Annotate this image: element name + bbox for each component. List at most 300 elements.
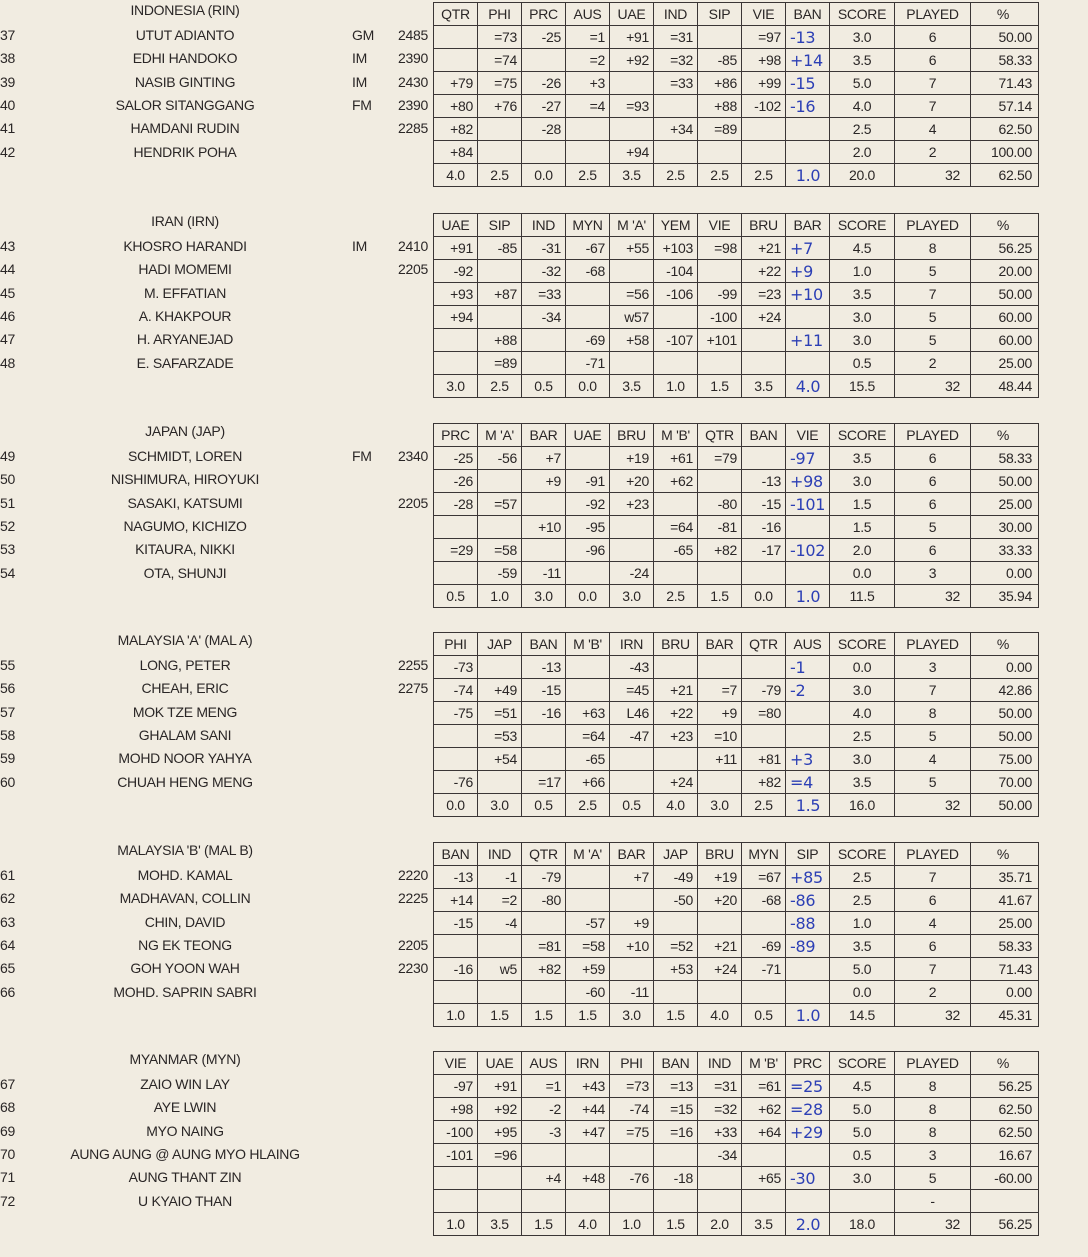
result-cell: +62: [654, 470, 698, 493]
percent-cell: 100.00: [971, 141, 1039, 164]
total-cell: 1.5: [566, 1004, 610, 1027]
result-cell: -11: [610, 981, 654, 1004]
result-cell: +21: [654, 679, 698, 702]
player-row: [0, 774, 432, 797]
result-cell: =29: [434, 539, 478, 562]
column-header: PRC: [434, 424, 478, 447]
result-cell: -24: [610, 562, 654, 585]
percent-cell: 62.50: [971, 118, 1039, 141]
score-cell: 4.5: [830, 237, 895, 260]
player-row: [0, 120, 432, 143]
result-cell: -57: [566, 912, 610, 935]
result-cell: +7: [610, 866, 654, 889]
result-cell: =98: [698, 237, 742, 260]
result-cell: +61: [654, 447, 698, 470]
result-cell: -71: [742, 958, 786, 981]
played-cell: 7: [895, 95, 971, 118]
result-cell: [742, 141, 786, 164]
player-row: [0, 1169, 432, 1192]
result-cell: [434, 516, 478, 539]
team-section: [0, 840, 1088, 1048]
played-cell: 7: [895, 283, 971, 306]
result-cell: -67: [566, 237, 610, 260]
played-cell: 4: [895, 912, 971, 935]
played-cell: 6: [895, 470, 971, 493]
played-cell: 7: [895, 679, 971, 702]
result-cell: +92: [478, 1098, 522, 1121]
percent-cell: 0.00: [971, 656, 1039, 679]
result-cell: -13: [522, 656, 566, 679]
result-cell: [434, 725, 478, 748]
player-name: H. ARYANEJAD: [136, 331, 234, 348]
result-cell: -65: [654, 539, 698, 562]
results-table: [433, 1051, 1039, 1236]
result-cell: -99: [698, 283, 742, 306]
score-cell: 3.0: [830, 679, 895, 702]
played-cell: 2: [895, 141, 971, 164]
played-cell: 7: [895, 958, 971, 981]
result-row: [434, 493, 1039, 516]
score-cell: 2.0: [830, 141, 895, 164]
result-cell: [654, 562, 698, 585]
result-cell: [654, 1190, 698, 1213]
player-number: 52: [0, 517, 15, 534]
played-cell: 7: [895, 866, 971, 889]
result-cell: =67: [742, 866, 786, 889]
result-cell: [522, 352, 566, 375]
total-cell: 2.5: [698, 164, 742, 187]
result-cell: +43: [566, 1075, 610, 1098]
player-name: CHIN, DAVID: [144, 913, 226, 930]
total-cell: 32: [895, 1213, 971, 1236]
result-cell: +10: [610, 935, 654, 958]
percent-cell: 50.00: [971, 283, 1039, 306]
result-cell: +48: [566, 1167, 610, 1190]
column-header: SCORE: [830, 633, 895, 656]
result-cell: +66: [566, 771, 610, 794]
column-header: IRN: [610, 633, 654, 656]
total-cell: 3.5: [610, 164, 654, 187]
percent-cell: 58.33: [971, 447, 1039, 470]
percent-cell: 42.86: [971, 679, 1039, 702]
result-cell: =31: [698, 1075, 742, 1098]
result-row: [434, 935, 1039, 958]
total-cell: 2.5: [566, 164, 610, 187]
totals-row: [434, 794, 1039, 817]
result-cell: =32: [654, 49, 698, 72]
result-cell: -31: [522, 237, 566, 260]
handwritten-result-cell: [786, 1144, 830, 1167]
result-cell: [566, 118, 610, 141]
result-cell: -80: [698, 493, 742, 516]
played-cell: 8: [895, 237, 971, 260]
result-cell: -107: [654, 329, 698, 352]
column-header: PRC: [786, 1052, 830, 1075]
totals-row: [434, 164, 1039, 187]
player-number: 48: [0, 354, 15, 371]
handwritten-result-cell: [786, 562, 830, 585]
result-cell: -25: [522, 26, 566, 49]
played-cell: 8: [895, 702, 971, 725]
percent-cell: 20.00: [971, 260, 1039, 283]
result-row: [434, 702, 1039, 725]
result-cell: -76: [434, 771, 478, 794]
result-cell: -15: [742, 493, 786, 516]
column-header: BAR: [610, 843, 654, 866]
column-header: BAN: [434, 843, 478, 866]
total-cell: 2.5: [478, 164, 522, 187]
column-header: SIP: [478, 214, 522, 237]
column-header: QTR: [742, 633, 786, 656]
player-number: 60: [0, 773, 15, 790]
played-cell: 3: [895, 656, 971, 679]
result-cell: +11: [698, 748, 742, 771]
result-cell: +19: [698, 866, 742, 889]
result-cell: =13: [654, 1075, 698, 1098]
percent-cell: 60.00: [971, 329, 1039, 352]
score-cell: 1.0: [830, 260, 895, 283]
result-cell: =53: [478, 725, 522, 748]
total-cell: 3.5: [610, 375, 654, 398]
column-header: M 'B': [566, 633, 610, 656]
player-number: 72: [0, 1192, 15, 1209]
total-cell: 4.0: [566, 1213, 610, 1236]
column-header: %: [971, 3, 1039, 26]
result-cell: =10: [698, 725, 742, 748]
total-cell: 2.5: [654, 585, 698, 608]
result-cell: [610, 516, 654, 539]
column-header: BRU: [698, 843, 742, 866]
column-header: PRC: [522, 3, 566, 26]
player-name: MOK TZE MENG: [132, 703, 238, 720]
player-row: [0, 50, 432, 73]
result-cell: [698, 1190, 742, 1213]
total-cell: 1.5: [786, 794, 830, 817]
result-cell: +101: [698, 329, 742, 352]
result-cell: [478, 656, 522, 679]
result-cell: +65: [742, 1167, 786, 1190]
handwritten-result-cell: [786, 981, 830, 1004]
percent-cell: 50.00: [971, 26, 1039, 49]
player-rating: 2275: [398, 680, 428, 697]
score-cell: 3.0: [830, 748, 895, 771]
percent-cell: 41.67: [971, 889, 1039, 912]
player-name: NAGUMO, KICHIZO: [123, 517, 247, 534]
score-cell: 5.0: [830, 72, 895, 95]
score-cell: 2.5: [830, 118, 895, 141]
result-cell: +82: [434, 118, 478, 141]
result-cell: [522, 1190, 566, 1213]
player-rating: 2410: [398, 238, 428, 254]
played-cell: 7: [895, 72, 971, 95]
result-cell: =15: [654, 1098, 698, 1121]
player-rating: 2230: [398, 960, 428, 977]
result-row: [434, 981, 1039, 1004]
header-row: [434, 3, 1039, 26]
result-cell: +4: [522, 1167, 566, 1190]
result-cell: -96: [566, 539, 610, 562]
handwritten-result-cell: [786, 306, 830, 329]
result-cell: [434, 935, 478, 958]
result-cell: [522, 981, 566, 1004]
column-header: VIE: [698, 214, 742, 237]
result-cell: [654, 141, 698, 164]
result-cell: +22: [654, 702, 698, 725]
result-cell: =1: [566, 26, 610, 49]
player-number: 56: [0, 680, 15, 697]
played-cell: 8: [895, 1075, 971, 1098]
score-cell: 4.0: [830, 95, 895, 118]
played-cell: 4: [895, 118, 971, 141]
column-header: MYN: [566, 214, 610, 237]
result-cell: +58: [610, 329, 654, 352]
result-cell: [742, 981, 786, 1004]
result-cell: [478, 141, 522, 164]
player-rating: 2220: [398, 867, 428, 883]
result-cell: [434, 329, 478, 352]
result-cell: +54: [478, 748, 522, 771]
result-cell: =93: [610, 95, 654, 118]
column-header: %: [971, 1052, 1039, 1075]
result-cell: [478, 260, 522, 283]
result-row: [434, 141, 1039, 164]
result-cell: +95: [478, 1121, 522, 1144]
result-cell: =56: [610, 283, 654, 306]
handwritten-result-cell: [786, 352, 830, 375]
percent-cell: 56.25: [971, 237, 1039, 260]
player-name: OTA, SHUNJI: [143, 564, 227, 581]
total-cell: 3.5: [478, 1213, 522, 1236]
result-cell: =58: [478, 539, 522, 562]
result-cell: -43: [610, 656, 654, 679]
result-cell: -74: [434, 679, 478, 702]
player-row: [0, 867, 432, 890]
result-cell: +79: [434, 72, 478, 95]
result-cell: w5: [478, 958, 522, 981]
player-number: 44: [0, 261, 15, 278]
result-row: [434, 447, 1039, 470]
result-cell: -16: [742, 516, 786, 539]
team-name: IRAN (IRN): [151, 213, 219, 229]
result-row: [434, 771, 1039, 794]
result-cell: -104: [654, 260, 698, 283]
handwritten-result-cell: +29: [786, 1121, 830, 1144]
column-header: PLAYED: [895, 843, 971, 866]
total-cell: 2.5: [566, 794, 610, 817]
player-row: [0, 727, 432, 750]
header-row: [434, 633, 1039, 656]
result-cell: [742, 118, 786, 141]
player-row: [0, 1099, 432, 1122]
column-header: UAE: [610, 3, 654, 26]
column-header: SCORE: [830, 843, 895, 866]
result-cell: +103: [654, 237, 698, 260]
column-header: AUS: [786, 633, 830, 656]
result-cell: -47: [610, 725, 654, 748]
player-row: [0, 518, 432, 541]
result-cell: -79: [522, 866, 566, 889]
result-cell: [566, 679, 610, 702]
player-name: CHEAH, ERIC: [141, 680, 229, 697]
player-name: HAMDANI RUDIN: [130, 120, 240, 137]
result-cell: [522, 748, 566, 771]
player-name: HENDRIK POHA: [133, 143, 237, 160]
result-cell: -15: [434, 912, 478, 935]
handwritten-result-cell: =4: [786, 771, 830, 794]
result-cell: +82: [698, 539, 742, 562]
header-row: [434, 214, 1039, 237]
result-cell: +21: [698, 935, 742, 958]
player-rating: 2285: [398, 120, 428, 137]
percent-cell: 33.33: [971, 539, 1039, 562]
column-header: YEM: [654, 214, 698, 237]
total-cell: 0.0: [434, 794, 478, 817]
player-title: FM: [352, 448, 372, 464]
handwritten-result-cell: [786, 702, 830, 725]
result-row: [434, 679, 1039, 702]
column-header: %: [971, 214, 1039, 237]
played-cell: 5: [895, 260, 971, 283]
result-cell: [434, 981, 478, 1004]
result-cell: [742, 1144, 786, 1167]
total-cell: 0.5: [434, 585, 478, 608]
percent-cell: 70.00: [971, 771, 1039, 794]
total-cell: 2.5: [742, 794, 786, 817]
result-cell: =89: [478, 352, 522, 375]
result-cell: =80: [742, 702, 786, 725]
total-cell: 1.5: [522, 1004, 566, 1027]
result-cell: =73: [478, 26, 522, 49]
result-cell: -106: [654, 283, 698, 306]
column-header: PLAYED: [895, 633, 971, 656]
player-title: IM: [352, 73, 367, 90]
team-name: MALAYSIA 'A' (MAL A): [117, 632, 253, 648]
column-header: AUS: [522, 1052, 566, 1075]
played-cell: 6: [895, 26, 971, 49]
column-header: PHI: [434, 633, 478, 656]
result-cell: +98: [742, 49, 786, 72]
player-name: GHALAM SANI: [138, 726, 232, 743]
result-cell: +33: [698, 1121, 742, 1144]
result-cell: [654, 656, 698, 679]
result-cell: -71: [566, 352, 610, 375]
result-cell: [742, 447, 786, 470]
result-cell: =31: [654, 26, 698, 49]
handwritten-result-cell: [786, 958, 830, 981]
percent-cell: 71.43: [971, 958, 1039, 981]
result-cell: -25: [434, 447, 478, 470]
percent-cell: 62.50: [971, 1098, 1039, 1121]
result-cell: -92: [434, 260, 478, 283]
result-cell: [478, 935, 522, 958]
result-cell: -81: [698, 516, 742, 539]
result-cell: [566, 562, 610, 585]
result-cell: [478, 306, 522, 329]
result-cell: +22: [742, 260, 786, 283]
result-cell: [698, 1167, 742, 1190]
score-cell: 5.0: [830, 958, 895, 981]
result-cell: [610, 748, 654, 771]
column-header: QTR: [698, 424, 742, 447]
column-header: BRU: [610, 424, 654, 447]
played-cell: 6: [895, 49, 971, 72]
percent-cell: 16.67: [971, 1144, 1039, 1167]
result-cell: -50: [654, 889, 698, 912]
column-header: BAR: [522, 424, 566, 447]
result-cell: [654, 981, 698, 1004]
result-cell: +49: [478, 679, 522, 702]
result-cell: -92: [566, 493, 610, 516]
result-row: [434, 539, 1039, 562]
result-cell: [566, 141, 610, 164]
result-cell: +10: [522, 516, 566, 539]
result-cell: =45: [610, 679, 654, 702]
result-cell: +91: [434, 237, 478, 260]
score-cell: 2.0: [830, 539, 895, 562]
handwritten-result-cell: -16: [786, 95, 830, 118]
result-cell: -100: [434, 1121, 478, 1144]
result-cell: +82: [522, 958, 566, 981]
result-cell: [698, 981, 742, 1004]
handwritten-result-cell: [786, 141, 830, 164]
result-cell: -28: [522, 118, 566, 141]
result-cell: [522, 1144, 566, 1167]
result-cell: =32: [698, 1098, 742, 1121]
result-cell: =58: [566, 935, 610, 958]
result-row: [434, 329, 1039, 352]
player-number: 46: [0, 307, 15, 324]
player-row: [0, 960, 432, 983]
result-cell: [698, 562, 742, 585]
result-cell: +3: [566, 72, 610, 95]
played-cell: 6: [895, 447, 971, 470]
player-rating: 2205: [398, 936, 428, 953]
total-cell: 32: [895, 794, 971, 817]
percent-cell: 25.00: [971, 912, 1039, 935]
player-name: MYO NAING: [146, 1122, 224, 1139]
score-cell: 1.5: [830, 493, 895, 516]
column-header: IND: [698, 1052, 742, 1075]
result-cell: -74: [610, 1098, 654, 1121]
played-cell: 6: [895, 935, 971, 958]
total-cell: 1.5: [654, 1213, 698, 1236]
total-cell: 62.50: [971, 164, 1039, 187]
result-cell: =64: [566, 725, 610, 748]
result-cell: [610, 1144, 654, 1167]
percent-cell: 30.00: [971, 516, 1039, 539]
handwritten-result-cell: -30: [786, 1167, 830, 1190]
result-cell: -59: [478, 562, 522, 585]
result-cell: [610, 72, 654, 95]
result-cell: [434, 1190, 478, 1213]
played-cell: 5: [895, 516, 971, 539]
handwritten-result-cell: -88: [786, 912, 830, 935]
played-cell: 3: [895, 1144, 971, 1167]
player-number: 45: [0, 284, 15, 301]
result-row: [434, 260, 1039, 283]
player-number: 50: [0, 471, 15, 488]
result-cell: [654, 306, 698, 329]
result-cell: [654, 1144, 698, 1167]
total-cell: 2.5: [654, 164, 698, 187]
column-header: VIE: [786, 424, 830, 447]
result-cell: [698, 656, 742, 679]
player-title: GM: [352, 27, 374, 43]
total-cell: 0.5: [610, 794, 654, 817]
score-cell: 2.5: [830, 866, 895, 889]
result-cell: +88: [478, 329, 522, 352]
team-name: JAPAN (JAP): [145, 423, 225, 439]
